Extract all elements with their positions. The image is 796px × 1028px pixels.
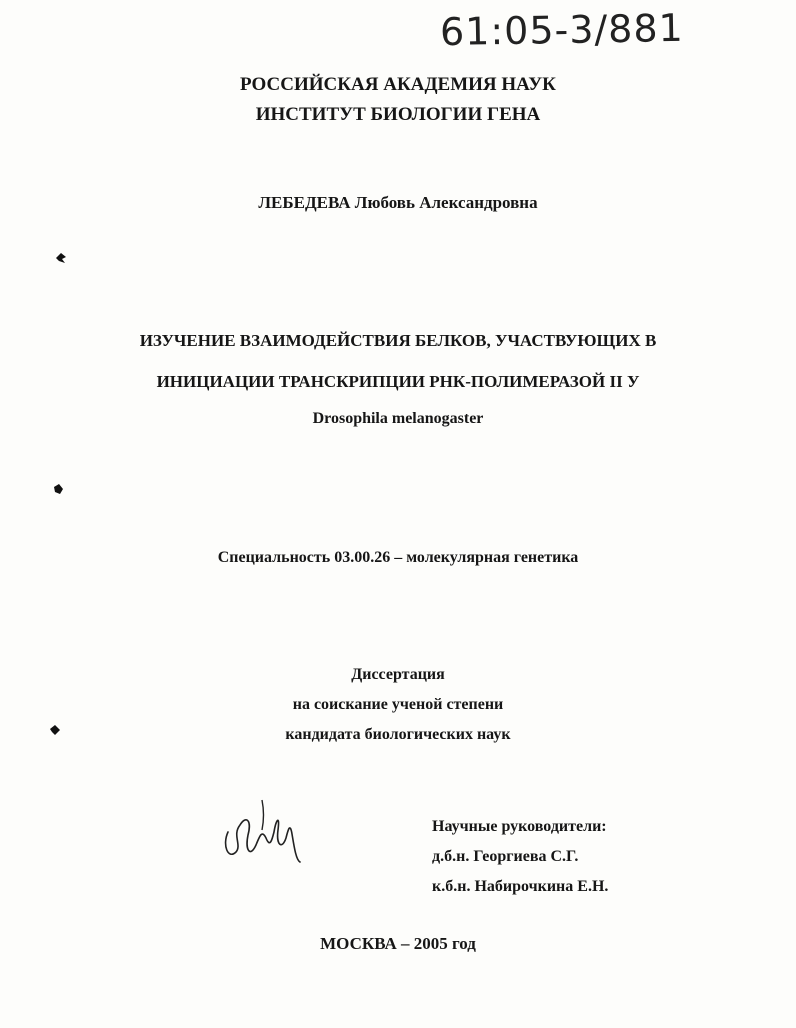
supervisors-block [432, 815, 608, 905]
margin-bullet-mark [49, 724, 61, 736]
specialty-line: Специальность 03.00.26 – молекулярная генетика [217, 549, 579, 566]
supervisor-name: д.б.н. Георгиева С.Г. [432, 848, 579, 865]
thesis-species: Drosophila melanogaster [312, 410, 484, 427]
archive-code: 61:05-3/881 [439, 5, 685, 55]
margin-bullet-mark [55, 252, 67, 264]
handwritten-signature [218, 790, 308, 870]
supervisor-name: к.б.н. Набирочкина Е.Н. [432, 878, 609, 895]
institute-name: ИНСТИТУТ БИОЛОГИИ ГЕНА [255, 104, 541, 125]
academy-name: РОССИЙСКАЯ АКАДЕМИЯ НАУК [240, 74, 556, 95]
margin-bullet-mark [52, 483, 64, 495]
thesis-title-line-1: ИЗУЧЕНИЕ ВЗАИМОДЕЙСТВИЯ БЕЛКОВ, УЧАСТВУЮЩИХ В [139, 331, 657, 350]
author-name: ЛЕБЕДЕВА Любовь Александровна [258, 193, 538, 212]
degree-line-2: кандидата биологических наук [285, 726, 511, 743]
thesis-title-line-2: ИНИЦИАЦИИ ТРАНСКРИПЦИИ РНК-ПОЛИМЕРАЗОЙ II У [156, 372, 640, 391]
city-year: МОСКВА – 2005 год [320, 934, 476, 953]
document-type: Диссертация [351, 666, 445, 683]
degree-line-1: на соискание ученой степени [292, 696, 504, 713]
supervisors-label: Научные руководители: [432, 818, 607, 835]
